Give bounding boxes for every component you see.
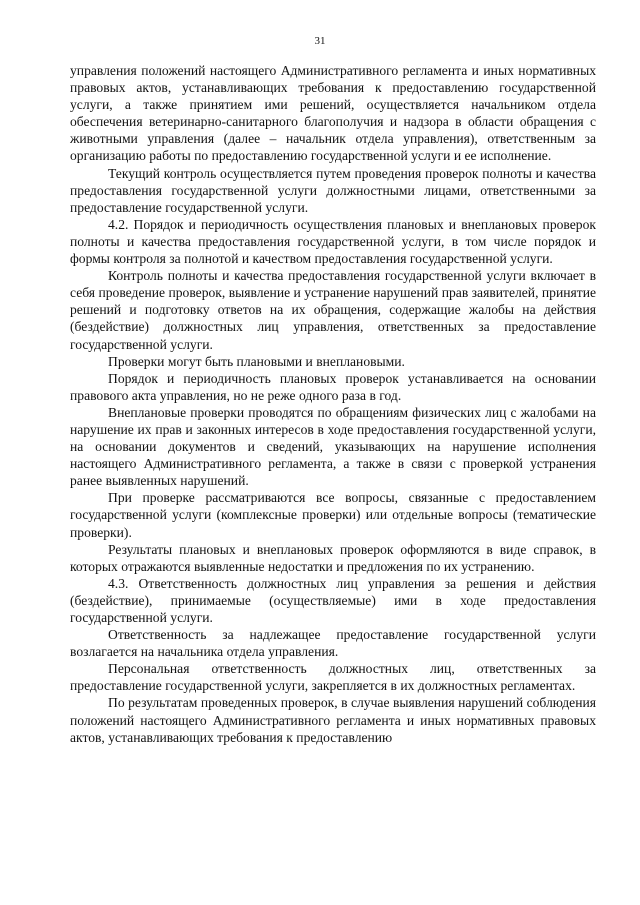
paragraph-responsibility: Ответственность за надлежащее предоставление государственной услуги возлагается на начальника отдела управления.: [70, 627, 596, 660]
paragraph-violations: По результатам проведенных проверок, в случае выявления нарушений соблюдения положений настоящего Административного регламента и иных нормативных правовых актов, устанавливающих требования к предоставлению: [70, 695, 596, 745]
paragraph-continued: управления положений настоящего Административного регламента и иных нормативных правовых актов, устанавливающих требования к предоставлению государственной услуги, а также принятием ими решений, осуществляется начальником отдела обеспечения ветеринарно-санитарного благополучия и надзора в области обращения с животными управления (далее – начальник отдела управления), ответственным за организацию работы по предоставлению государственной услуги и ее исполнение.: [70, 63, 596, 164]
paragraph-section-4-3-heading: 4.3. Ответственность должностных лиц управления за решения и действия (бездействие), принимаемые (осуществляемые) ими в ходе предоставления государственной услуги.: [70, 575, 596, 625]
page-number: 31: [314, 35, 326, 47]
paragraph-unplanned-inspections: Внеплановые проверки проводятся по обращениям физических лиц с жалобами на нарушение их прав и законных интересов в ходе предоставления государственной услуги, на основании документов и сведений, указывающих на нарушение исполнения настоящего Административного регламента, а также в связи с проверкой устранения ранее выявленных нарушений.: [70, 404, 596, 489]
paragraph-current-control: Текущий контроль осуществляется путем проведения проверок полноты и качества предоставления государственной услуги должностными лицами, ответственными за предоставление государственной услуги.: [70, 165, 596, 215]
paragraph-planned-inspections: Порядок и периодичность плановых проверок устанавливается на основании правового акта управления, но не реже одного раза в год.: [70, 370, 596, 403]
body-text: [70, 62, 596, 746]
paragraph-inspection-results: Результаты плановых и внеплановых проверок оформляются в виде справок, в которых отражаются выявленные недостатки и предложения по их устранению.: [70, 541, 596, 574]
paragraph-quality-control: Контроль полноты и качества предоставления государственной услуги включает в себя проведение проверок, выявление и устранение нарушений прав заявителей, принятие решений и подготовку ответов на их обращения, содержащие жалобы на действия (бездействие) должностных лиц управления, ответственных за предоставление государственной услуги.: [70, 268, 596, 352]
paragraph-personal-responsibility: Персональная ответственность должностных лиц, ответственных за предоставление государственной услуги, закрепляется в их должностных регламентах.: [70, 661, 596, 694]
paragraph-inspection-types: Проверки могут быть плановыми и внеплановыми.: [108, 353, 405, 369]
paragraph-section-4-2-heading: 4.2. Порядок и периодичность осуществления плановых и внеплановых проверок полноты и качества предоставления государственной услуги, в том числе порядок и формы контроля за полнотой и качеством предоставления государственной услуги.: [70, 216, 596, 267]
paragraph-inspection-scope: При проверке рассматриваются все вопросы, связанные с предоставлением государственной услуги (комплексные проверки) или отдельные вопросы (тематические проверки).: [70, 490, 596, 540]
